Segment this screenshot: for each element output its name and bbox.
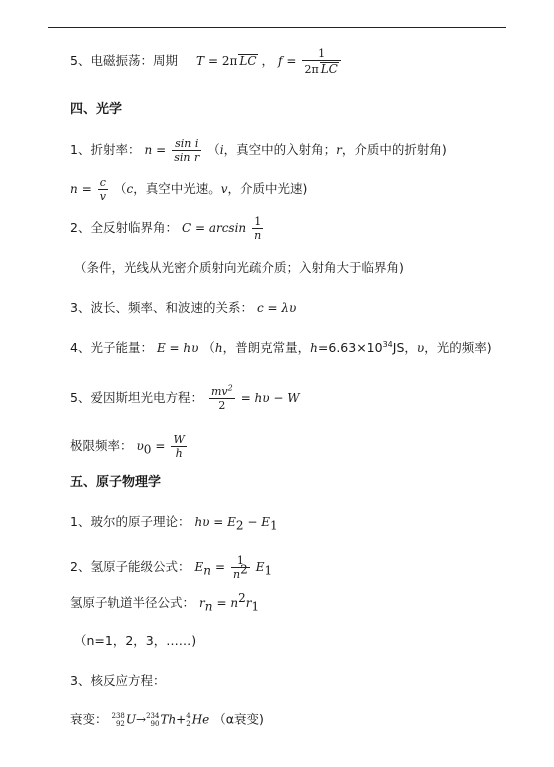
r1-symbol: r: [245, 596, 252, 610]
photon-energy-label: 4、光子能量：: [70, 340, 153, 355]
planck-unit: JS，: [392, 340, 417, 355]
refraction-line: [70, 138, 447, 163]
sqrt-lc-den: [320, 62, 339, 75]
w-over-h-fraction: [171, 434, 186, 459]
wave-relation-label: 3、波长、频率、和波速的关系：: [70, 300, 253, 315]
bohr-label: 1、玻尔的原子理论：: [70, 514, 191, 529]
critical-angle-label: 2、全反射临界角：: [70, 220, 178, 235]
one-over-n2-fraction: [231, 555, 250, 580]
plus: +: [176, 712, 187, 727]
c-symbol: c: [126, 182, 134, 196]
en-symbol: E: [194, 560, 204, 574]
energy-level-label: 2、氢原子能级公式：: [70, 559, 191, 574]
einstein-equation-line: [70, 383, 300, 412]
kinetic-fraction: [209, 383, 235, 412]
i-desc: ，真空中的入射角；: [223, 142, 337, 157]
sqrt-lc: [238, 54, 257, 67]
threshold-label: 极限频率：: [70, 438, 133, 453]
decay-note: （α衰变): [213, 711, 264, 727]
fraction-numerator: 1: [231, 555, 250, 568]
element-symbol: U: [125, 712, 136, 727]
mass-number: 238: [111, 712, 125, 720]
arcsin-expr: C = arcsin: [181, 221, 247, 235]
fraction-numerator: sin i: [172, 138, 201, 151]
bohr-expr: hυ = E: [194, 515, 236, 529]
eq: =: [155, 439, 166, 453]
h-symbol: h: [214, 341, 223, 355]
sub: n: [204, 599, 213, 614]
den-prefix: 2π: [304, 63, 319, 76]
c-desc: ，真空中光速。: [133, 181, 221, 196]
mass-number: 4: [186, 712, 191, 720]
fraction-numerator: 1: [302, 48, 340, 61]
i-symbol: i: [219, 143, 224, 157]
separator: ，: [261, 53, 274, 68]
sub: 1: [251, 599, 260, 614]
paren: （: [207, 142, 220, 157]
critical-angle-line: [70, 216, 265, 241]
n-symbol: n: [70, 182, 78, 196]
sup: 2: [238, 590, 246, 605]
section-heading-optics: 四、光学: [70, 102, 123, 117]
header-rule: [48, 27, 506, 28]
period-eq: = 2π: [207, 54, 238, 68]
sin-fraction: [172, 138, 201, 163]
eq: =: [214, 560, 225, 574]
frequency-eq: =: [286, 54, 297, 68]
atomic-number: 2: [186, 720, 191, 728]
v-symbol: v: [220, 182, 228, 196]
r-desc: ，介质中的折射角): [341, 142, 447, 157]
refraction-label: 1、折射率：: [70, 142, 141, 157]
fraction-denominator: v: [99, 190, 106, 203]
rn-symbol: r: [199, 596, 205, 610]
element-symbol: He: [191, 712, 210, 727]
period-symbol: T: [195, 54, 204, 68]
em-oscillation-line: [70, 48, 343, 75]
energy-level-line: [70, 555, 272, 580]
mv: mv: [210, 385, 228, 398]
nuclide-indices: [112, 712, 125, 728]
fraction-denominator: h: [175, 447, 183, 460]
planck-exponent: 34: [382, 339, 393, 349]
element-symbol: Th: [160, 712, 177, 727]
atomic-number: 92: [115, 720, 125, 728]
nuclear-reaction-heading: 3、核反应方程：: [70, 673, 166, 688]
bohr-theory-line: [70, 514, 278, 533]
mass-number: 234: [146, 712, 160, 720]
refraction-speed-line: [70, 177, 307, 202]
einstein-rhs: = hυ − W: [240, 391, 300, 405]
e1-symbol: E: [255, 560, 265, 574]
fraction-numerator: [209, 383, 235, 399]
fraction-numerator: c: [98, 177, 108, 190]
sub: 0: [143, 442, 152, 457]
alpha-decay-line: [70, 712, 264, 728]
radicand: LC: [239, 54, 257, 68]
total-reflection-condition: （条件，光线从光密介质射向光疏介质；入射角大于临界角): [74, 260, 404, 275]
n: n: [232, 568, 241, 581]
c-over-v-fraction: [98, 177, 108, 202]
bohr-expr-b: − E: [243, 515, 271, 529]
sup: 2: [227, 383, 233, 393]
sub: n: [203, 563, 211, 578]
paren: （: [202, 340, 215, 355]
radicand: LC: [320, 62, 338, 76]
fraction-numerator: W: [173, 433, 185, 446]
sub: 1: [270, 518, 278, 533]
nu-symbol: υ: [416, 341, 425, 355]
fraction-numerator: 1: [252, 216, 263, 229]
eq: =: [81, 182, 92, 196]
einstein-label: 5、爱因斯坦光电方程：: [70, 390, 203, 405]
sup: 2: [240, 562, 248, 577]
wave-relation-expr: c = λυ: [256, 301, 297, 315]
nu0-symbol: υ: [136, 439, 144, 453]
em-oscillation-label: 5、电磁振荡：周期: [70, 53, 178, 68]
frequency-fraction: [302, 48, 340, 75]
fraction-denominator: [302, 61, 340, 75]
sub: 1: [264, 563, 273, 578]
wave-relation-line: [70, 302, 296, 315]
planck-desc: ，普朗克常量，: [222, 340, 311, 355]
arrow: →: [136, 712, 147, 727]
orbit-radius-label: 氢原子轨道半径公式：: [70, 595, 196, 610]
paren: （: [113, 181, 127, 196]
nu-desc: ，光的频率): [424, 340, 492, 355]
orbit-expr: = n: [216, 596, 239, 610]
section-heading-atomic: 五、原子物理学: [70, 475, 162, 490]
decay-label: 衰变：: [70, 711, 108, 727]
quantum-number-note: （n=1，2，3，……): [74, 633, 197, 648]
one-over-n-fraction: [252, 216, 263, 241]
fraction-denominator: 2: [218, 399, 226, 412]
fraction-denominator: n: [254, 229, 262, 242]
nuclide-indices: [186, 712, 190, 728]
photon-energy-line: [70, 339, 492, 355]
nuclide-indices: [146, 712, 159, 728]
fraction-denominator: sin r: [174, 151, 200, 164]
eq: =: [156, 143, 167, 157]
sub: 2: [235, 518, 244, 533]
v-desc: ，介质中光速): [227, 181, 308, 196]
orbit-radius-line: [70, 590, 260, 614]
atomic-number: 90: [150, 720, 160, 728]
h-symbol: h: [310, 341, 318, 355]
n-symbol: n: [144, 143, 153, 157]
r-symbol: r: [336, 143, 342, 157]
fraction-denominator: [231, 562, 250, 581]
photon-energy-expr: E = hυ: [156, 341, 199, 355]
threshold-frequency-line: [70, 434, 189, 459]
frequency-symbol: f: [277, 54, 283, 68]
planck-value: =6.63×10: [317, 340, 383, 355]
